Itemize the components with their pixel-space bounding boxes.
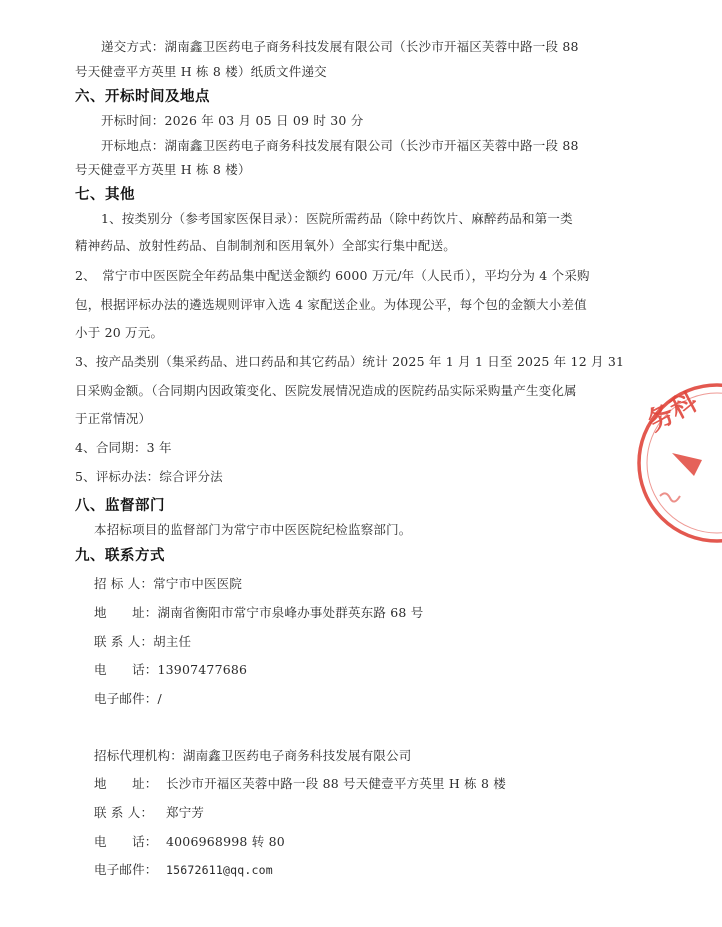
agent-email-row [94, 860, 273, 878]
section-6-heading: 六、开标时间及地点 [75, 89, 210, 105]
supervision-text: 本招标项目的监督部门为常宁市中医医院纪检监察部门。 [94, 522, 412, 537]
tenderer-address: 地 址：湖南省衡阳市常宁市泉峰办事处群英东路 68 号 [94, 605, 424, 620]
item-1-line-1: 1、按类别分（参考国家医保目录）：医院所需药品（除中药饮片、麻醉药品和第一类 [101, 211, 573, 226]
item-5: 5、评标办法：综合评分法 [75, 469, 223, 484]
section-8-heading: 八、监督部门 [75, 498, 165, 514]
agent-address-row [94, 774, 506, 792]
opening-place-line-2: 号天健壹平方英里 H 栋 8 楼） [75, 162, 251, 177]
agent-contact-label: 联 系 人： [94, 805, 154, 820]
agent-phone-row [94, 832, 285, 850]
item-3-line-1: 3、按产品类别（集采药品、进口药品和其它药品）统计 2025 年 1 月 1 日至 2025 年 12 月 31 [75, 354, 625, 369]
item-2-line-1: 2、 常宁市中医医院全年药品集中配送金额约 6000 万元/年（人民币），平均分为 4 个采购 [75, 268, 590, 283]
agent-contact-row [94, 803, 204, 821]
submission-line-1: 递交方式：湖南鑫卫医药电子商务科技发展有限公司（长沙市开福区芙蓉中路一段 88 [101, 39, 579, 54]
opening-time: 开标时间：2026 年 03 月 05 日 09 时 30 分 [101, 113, 364, 128]
company-seal [632, 378, 722, 548]
seal-star [672, 453, 702, 476]
item-2-line-2: 包，根据评标办法的遴选规则评审入选 4 家配送企业。为体现公平，每个包的金额大小差值 [75, 297, 587, 312]
agent-address: 长沙市开福区芙蓉中路一段 88 号天健壹平方英里 H 栋 8 楼 [166, 776, 507, 791]
agent-email: 15672611@qq.com [166, 863, 273, 877]
agent-email-label: 电子邮件： [94, 862, 158, 877]
seal-text: 务科 [642, 386, 703, 438]
tenderer-name: 招 标 人：常宁市中医医院 [94, 576, 243, 591]
item-3-line-2: 日采购金额。（合同期内因政策变化、医院发展情况造成的医院药品实际采购量产生变化属 [75, 383, 577, 398]
section-9-heading: 九、联系方式 [75, 548, 165, 564]
agent-name: 招标代理机构：湖南鑫卫医药电子商务科技发展有限公司 [94, 748, 412, 763]
agent-phone: 4006968998 转 80 [166, 834, 285, 849]
seal-mark [660, 493, 680, 501]
section-7-heading: 七、其他 [75, 187, 135, 203]
item-1-line-2: 精神药品、放射性药品、自制制剂和医用氧外）全部实行集中配送。 [75, 238, 457, 253]
submission-line-2: 号天健壹平方英里 H 栋 8 楼）纸质文件递交 [75, 64, 327, 79]
agent-phone-label: 电 话： [94, 834, 158, 849]
tenderer-phone: 电 话：13907477686 [94, 662, 248, 677]
item-4: 4、合同期：3 年 [75, 440, 172, 455]
item-2-line-3: 小于 20 万元。 [75, 325, 164, 340]
tenderer-contact: 联 系 人：胡主任 [94, 634, 192, 649]
agent-address-label: 地 址： [94, 776, 158, 791]
opening-place-line-1: 开标地点：湖南鑫卫医药电子商务科技发展有限公司（长沙市开福区芙蓉中路一段 88 [101, 138, 579, 153]
item-3-line-3: 于正常情况） [75, 411, 152, 426]
agent-contact: 郑宁芳 [166, 805, 205, 820]
tenderer-email: 电子邮件：/ [94, 691, 162, 706]
